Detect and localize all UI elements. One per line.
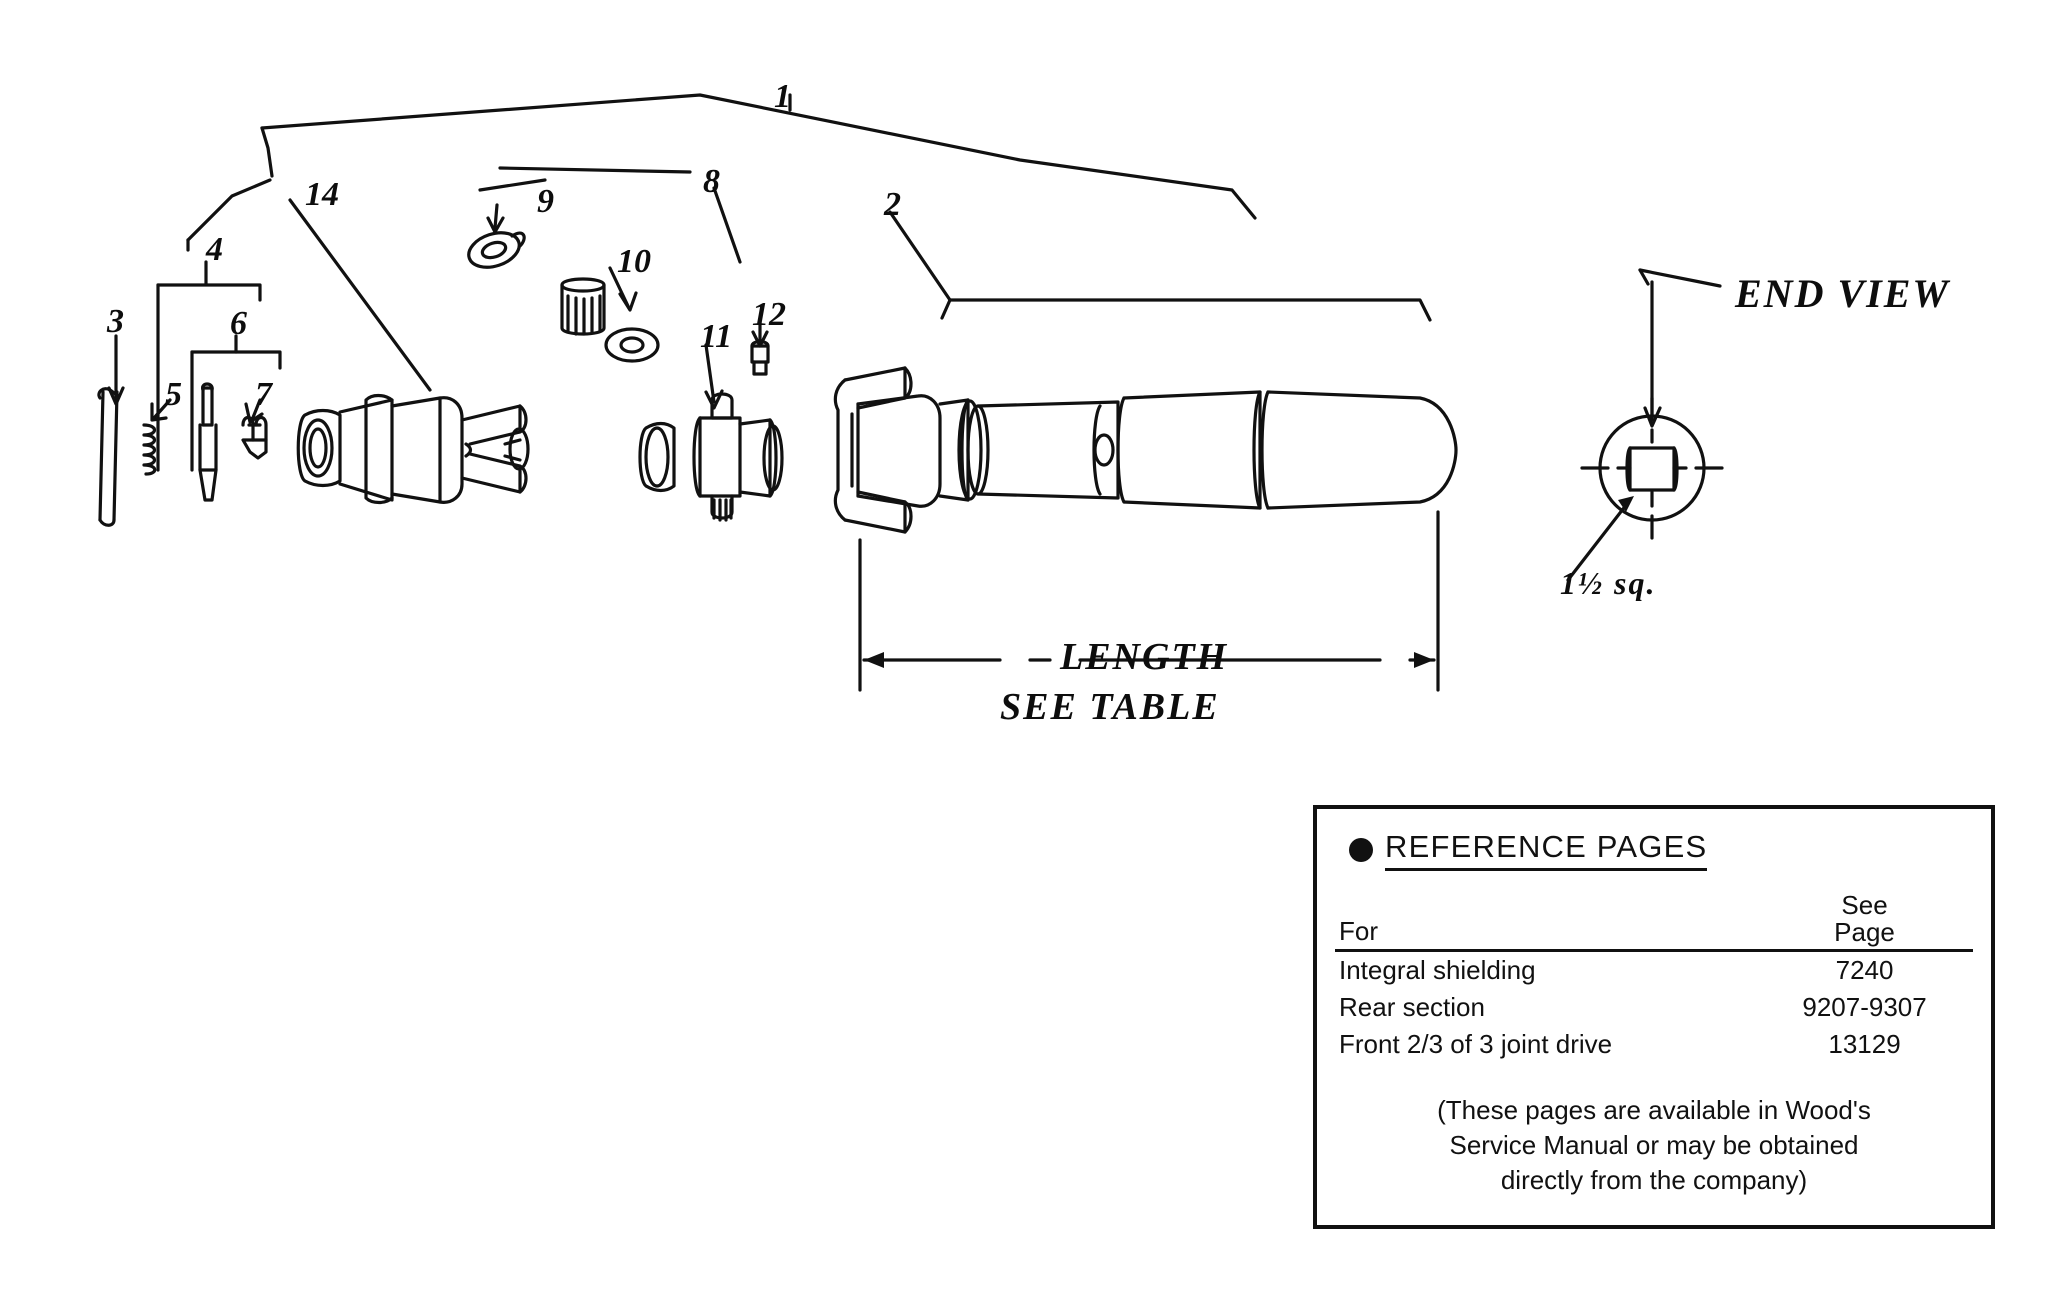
callout-6: 6 (230, 305, 247, 342)
column-header-page-line1: See (1841, 890, 1888, 920)
callout-7: 7 (255, 376, 272, 413)
row-label: Rear section (1339, 991, 1485, 1022)
row-label: Integral shielding (1339, 954, 1536, 985)
filled-circle-icon (1349, 838, 1373, 862)
callout-4: 4 (206, 231, 223, 268)
table-row (1335, 1026, 1973, 1063)
note-line-2: Service Manual or may be obtained (1449, 1129, 1859, 1160)
callout-12: 12 (752, 296, 786, 333)
row-page: 7240 (1835, 954, 1894, 985)
reference-pages-box (1313, 805, 1995, 1229)
callout-10: 10 (617, 243, 651, 280)
callout-2: 2 (884, 186, 901, 223)
table-row (1335, 950, 1973, 989)
end-view-label: END VIEW (1735, 271, 1950, 316)
reference-pages-table (1335, 889, 1973, 1063)
row-page: 9207-9307 (1802, 991, 1927, 1022)
table-header-row (1335, 889, 1973, 950)
callout-8: 8 (703, 163, 720, 200)
note-line-3: directly from the company) (1500, 1164, 1808, 1195)
callout-3: 3 (107, 303, 124, 340)
callout-11: 11 (700, 318, 733, 355)
callout-5: 5 (165, 376, 182, 413)
reference-pages-title: REFERENCE PAGES (1385, 829, 1707, 871)
reference-pages-title-row (1349, 829, 1973, 871)
column-header-for: For (1335, 889, 1756, 950)
column-header-page (1756, 889, 1973, 950)
table-row (1335, 989, 1973, 1026)
callout-14: 14 (305, 176, 339, 213)
end-view-dimension-label: 1½ sq. (1560, 565, 1657, 601)
length-label: LENGTH (1060, 636, 1229, 678)
length-sublabel: SEE TABLE (1000, 686, 1220, 728)
column-header-page-line2: Page (1834, 917, 1895, 948)
row-page: 13129 (1828, 1028, 1901, 1059)
callout-1: 1 (774, 78, 791, 115)
callout-9: 9 (537, 183, 554, 220)
row-label: Front 2/3 of 3 joint drive (1339, 1028, 1613, 1059)
note-line-1: (These pages are available in Wood's (1437, 1094, 1871, 1125)
reference-pages-note (1335, 1093, 1973, 1198)
